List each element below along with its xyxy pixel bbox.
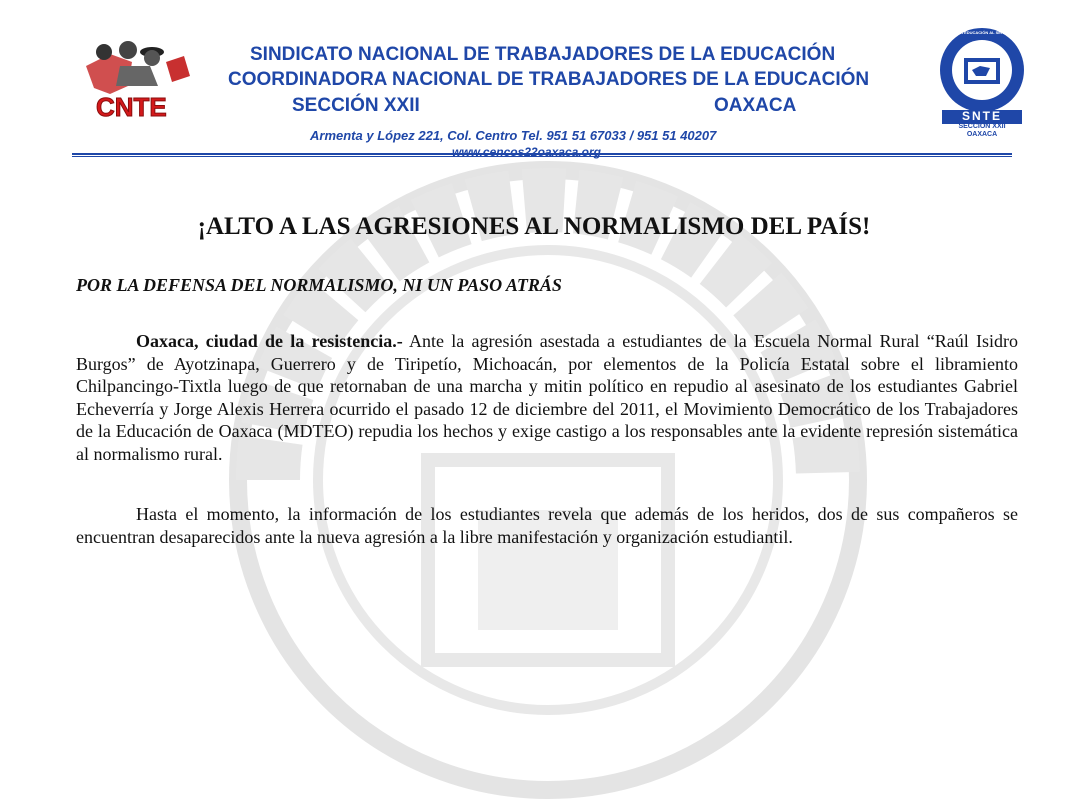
snte-logo-text: SNTE (961, 109, 1002, 123)
paragraph-2 (76, 503, 1018, 548)
cnte-logo-text: CNTE (96, 92, 167, 122)
section-label: SECCIÓN XXII (292, 95, 420, 116)
union-name: SINDICATO NACIONAL DE TRABAJADORES DE LA EDUCACIÓN (250, 44, 836, 65)
snte-logo-state: OAXACA (966, 131, 998, 138)
coordinator-name: COORDINADORA NACIONAL DE TRABAJADORES DE LA EDUCACIÓN (228, 69, 870, 90)
paragraph-1 (76, 330, 1018, 465)
snte-logo-ring-text: POR LA EDUCACIÓN AL SERVICIO DEL PUEBLO (948, 30, 1042, 35)
snte-logo-section: SECCION XXII (958, 123, 1006, 130)
address-line: Armenta y López 221, Col. Centro Tel. 951 51 67033 / 951 51 40207 (310, 128, 717, 143)
paragraph-1-body: Ante la agresión asestada a estudiantes de la Escuela Normal Rural “Raúl Isidro Burgos” de Ayotzinapa, Guerrero y de Tiripetío, Michoacán, por elementos de la Policía Estatal sobre el libramiento Chilpancingo-Tixtla luego de que retornaban de una marcha y mitin político en repudio al asesinato de los estudiantes Gabriel Echeverría y Jorge Alexis Herrera ocurrido el pasado 12 de diciembre del 2011, el Movimiento Democrático de los Trabajadores de la Educación de Oaxaca (MDTEO) repudia los hechos y exige castigo a los responsables ante la evidente represión sistemática al normalismo rural. (76, 331, 1019, 464)
state-label: OAXACA (714, 95, 797, 116)
website-link[interactable]: www.cencos22oaxaca.org (452, 145, 601, 159)
document-subtitle: POR LA DEFENSA DEL NORMALISMO, NI UN PASO ATRÁS (76, 275, 562, 295)
paragraph-2-body: Hasta el momento, la información de los estudiantes revela que además de los heridos, dos de sus compañeros se encuentran desaparecidos ante la nueva agresión a la libre manifestación y organización estudiantil. (76, 504, 1018, 547)
document-title: ¡ALTO A LAS AGRESIONES AL NORMALISMO DEL PAÍS! (197, 213, 871, 240)
paragraph-1-lead: Oaxaca, ciudad de la resistencia.- (136, 331, 403, 351)
